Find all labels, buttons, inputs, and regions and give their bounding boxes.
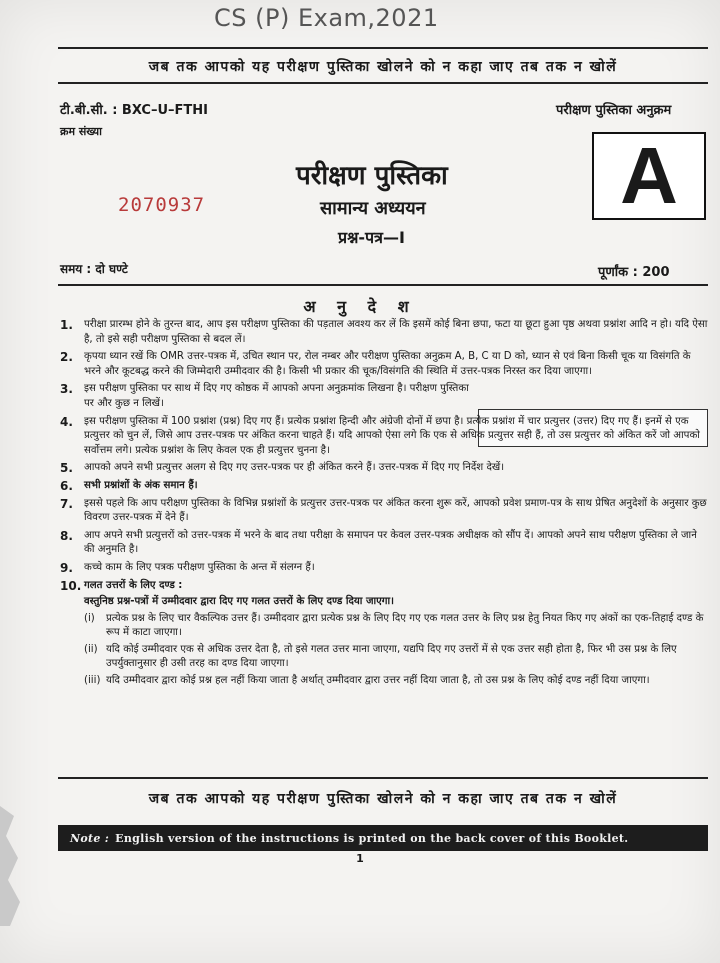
series-letter-box: [592, 132, 706, 220]
booklet-title: परीक्षण पुस्तिका: [296, 161, 448, 191]
penalty-point: [84, 612, 710, 641]
top-warning-rule: [58, 82, 708, 84]
penalty-point-text: प्रत्येक प्रश्न के लिए चार वैकल्पिक उत्तर हैं। उम्मीदवार द्वारा प्रत्येक प्रश्न के लिए दिए गए एक गलत उत्तर के लिए प्रश्न हेतु नियत किए गए अंकों का एक-तिहाई दण्ड के रूप में काटा जाएगा।: [106, 612, 704, 639]
time-label: समय : दो घण्टे: [60, 262, 128, 276]
top-warning: जब तक आपको यह परीक्षण पुस्तिका खोलने को न कहा जाए तब तक न खोलें: [148, 59, 618, 75]
instruction-text: गलत उत्तरों के लिए दण्ड :: [84, 579, 183, 591]
penalty-point-number: (i): [84, 612, 95, 624]
max-marks-label: पूर्णांक : 200: [598, 265, 670, 280]
instruction-item: [60, 415, 710, 459]
penalty-point-text: यदि कोई उम्मीदवार एक से अधिक उत्तर देता है, तो इसे गलत उत्तर माना जाएगा, यद्यपि दिए गए उत्तरों में से एक उत्तर सही होता है, फिर भी उस प्रश्न के लिए उपर्युक्तानुसार ही उसी तरह का दण्ड दिया जाएगा।: [106, 643, 677, 670]
penalty-point: [84, 674, 710, 689]
series-label: परीक्षण पुस्तिका अनुक्रम: [556, 103, 672, 118]
penalty-point-text: यदि उम्मीदवार द्वारा कोई प्रश्न हल नहीं किया जाता है अर्थात् उम्मीदवार द्वारा उत्तर नहीं दिया जाता है, तो उस प्रश्न के लिए कोई दण्ड नहीं दिया जाएगा।: [106, 675, 650, 687]
instruction-item: [60, 382, 710, 411]
header-rule: [58, 284, 708, 286]
instruction-text: आपको अपने सभी प्रत्युत्तर अलग से दिए गए उत्तर-पत्रक पर ही अंकित करने हैं। उत्तर-पत्रक में दिए गए निर्देश देखें।: [84, 462, 505, 474]
subject-title: सामान्य अध्ययन: [320, 198, 426, 219]
top-rule: [58, 47, 708, 49]
serial-number: 2070937: [118, 194, 206, 216]
instruction-item: [60, 479, 710, 494]
note-label: Note :: [70, 831, 110, 845]
instruction-number: 5.: [60, 461, 73, 476]
instruction-number: 10.: [60, 578, 82, 593]
bottom-rule: [58, 777, 708, 779]
instruction-number: 6.: [60, 478, 73, 493]
instruction-text: सभी प्रश्नांशों के अंक समान हैं।: [84, 479, 198, 491]
instruction-number: 1.: [60, 318, 73, 332]
instructions-heading: अ नु दे श: [303, 297, 417, 316]
penalty-point-number: (ii): [84, 643, 98, 655]
handwritten-exam-note: CS (P) Exam,2021: [214, 4, 439, 32]
english-note-bar: [58, 825, 708, 851]
instruction-number: 8.: [60, 528, 73, 543]
tbc-code: टी.बी.सी. : BXC–U–FTHI: [60, 103, 208, 118]
serial-label: क्रम संख्या: [60, 125, 102, 138]
note-text: English version of the instructions is printed on the back cover of this Booklet.: [115, 831, 629, 845]
penalty-point-number: (iii): [84, 675, 101, 687]
page-number: 1: [356, 852, 364, 865]
instructions-list: [60, 318, 710, 692]
instruction-item: [60, 497, 710, 526]
instruction-item: [60, 561, 710, 576]
instruction-number: 3.: [60, 382, 73, 397]
instruction-item: [60, 350, 710, 379]
instruction-text: इससे पहले कि आप परीक्षण पुस्तिका के विभिन्न प्रश्नांशों के प्रत्युत्तर उत्तर-पत्रक पर अंकित करना शुरू करें, आपको प्रवेश प्रमाण-पत्र के साथ प्रेषित अनुदेशों के अनुसार कुछ विवरण उत्तर-पत्रक में देने हैं।: [84, 497, 707, 524]
instruction-text: परीक्षा प्रारम्भ होने के तुरन्त बाद, आप इस परीक्षण पुस्तिका की पड़ताल अवश्य कर लें कि इसमें कोई बिना छपा, फटा या छूटा हुआ पृष्ठ अथवा प्रश्नांश आदि न हो। यदि ऐसा है, तो इसे सही परीक्षण पुस्तिका से बदल लें।: [84, 319, 708, 345]
instruction-number: 2.: [60, 350, 73, 365]
instruction-number: 9.: [60, 560, 73, 575]
paper-title: प्रश्न-पत्र—I: [338, 228, 405, 247]
instruction-number: 7.: [60, 496, 73, 511]
instruction-text: इस परीक्षण पुस्तिका पर साथ में दिए गए कोष्ठक में आपको अपना अनुक्रमांक लिखना है। परीक्षण पुस्तिका पर और कुछ न लिखें।: [84, 383, 469, 409]
instruction-text: कृपया ध्यान रखें कि OMR उत्तर-पत्रक में, उचित स्थान पर, रोल नम्बर और परीक्षण पुस्तिका अनुक्रम A, B, C या D को, ध्यान से एवं बिना किसी चूक या विसंगति के भरने और कूटबद्ध करने की जिम्मेदारी उम्मीदवार की है। किसी भी प्रकार की चूक/विसंगति की स्थिति में उत्तर-पत्रक निरस्त कर दिया जाएगा।: [84, 351, 691, 377]
instruction-item: [60, 529, 710, 558]
instruction-item: [60, 318, 710, 347]
instruction-number: 4.: [60, 414, 73, 429]
series-letter: A: [620, 131, 678, 220]
instruction-item: [60, 461, 710, 476]
instruction-text: आप अपने सभी प्रत्युत्तरों को उत्तर-पत्रक में भरने के बाद तथा परीक्षा के समापन पर केवल उत्तर-पत्रक अधीक्षक को सौंप दें। आपको अपने साथ परीक्षण पुस्तिका ले जाने की अनुमति है।: [84, 529, 697, 556]
bottom-warning: जब तक आपको यह परीक्षण पुस्तिका खोलने को न कहा जाए तब तक न खोलें: [148, 791, 618, 807]
penalty-point: [84, 643, 710, 672]
instruction-text: इस परीक्षण पुस्तिका में 100 प्रश्नांश (प्रश्न) दिए गए हैं। प्रत्येक प्रश्नांश हिन्दी और अंग्रेजी दोनों में छपा है। प्रत्येक प्रश्नांश में चार प्रत्युत्तर (उत्तर) दिए गए हैं। इनमें से एक प्रत्युत्तर को चुन लें, जिसे आप उत्तर-पत्रक पर अंकित करना चाहते हैं। यदि आपको ऐसा लगे कि एक से अधिक प्रत्युत्तर सही हैं, तो उस प्रत्युत्तर को अंकित करें जो आपको सर्वोत्तम लगे। प्रत्येक प्रश्नांश के लिए केवल एक ही प्रत्युत्तर चुनना है।: [84, 415, 700, 456]
penalty-intro: वस्तुनिष्ठ प्रश्न-पत्रों में उम्मीदवार द्वारा दिए गए गलत उत्तरों के लिए दण्ड दिया जाएगा।: [84, 596, 395, 608]
torn-edge-shadow: [0, 806, 28, 926]
instruction-text: कच्चे काम के लिए पत्रक परीक्षण पुस्तिका के अन्त में संलग्न हैं।: [84, 561, 315, 573]
instruction-item: [60, 579, 710, 689]
